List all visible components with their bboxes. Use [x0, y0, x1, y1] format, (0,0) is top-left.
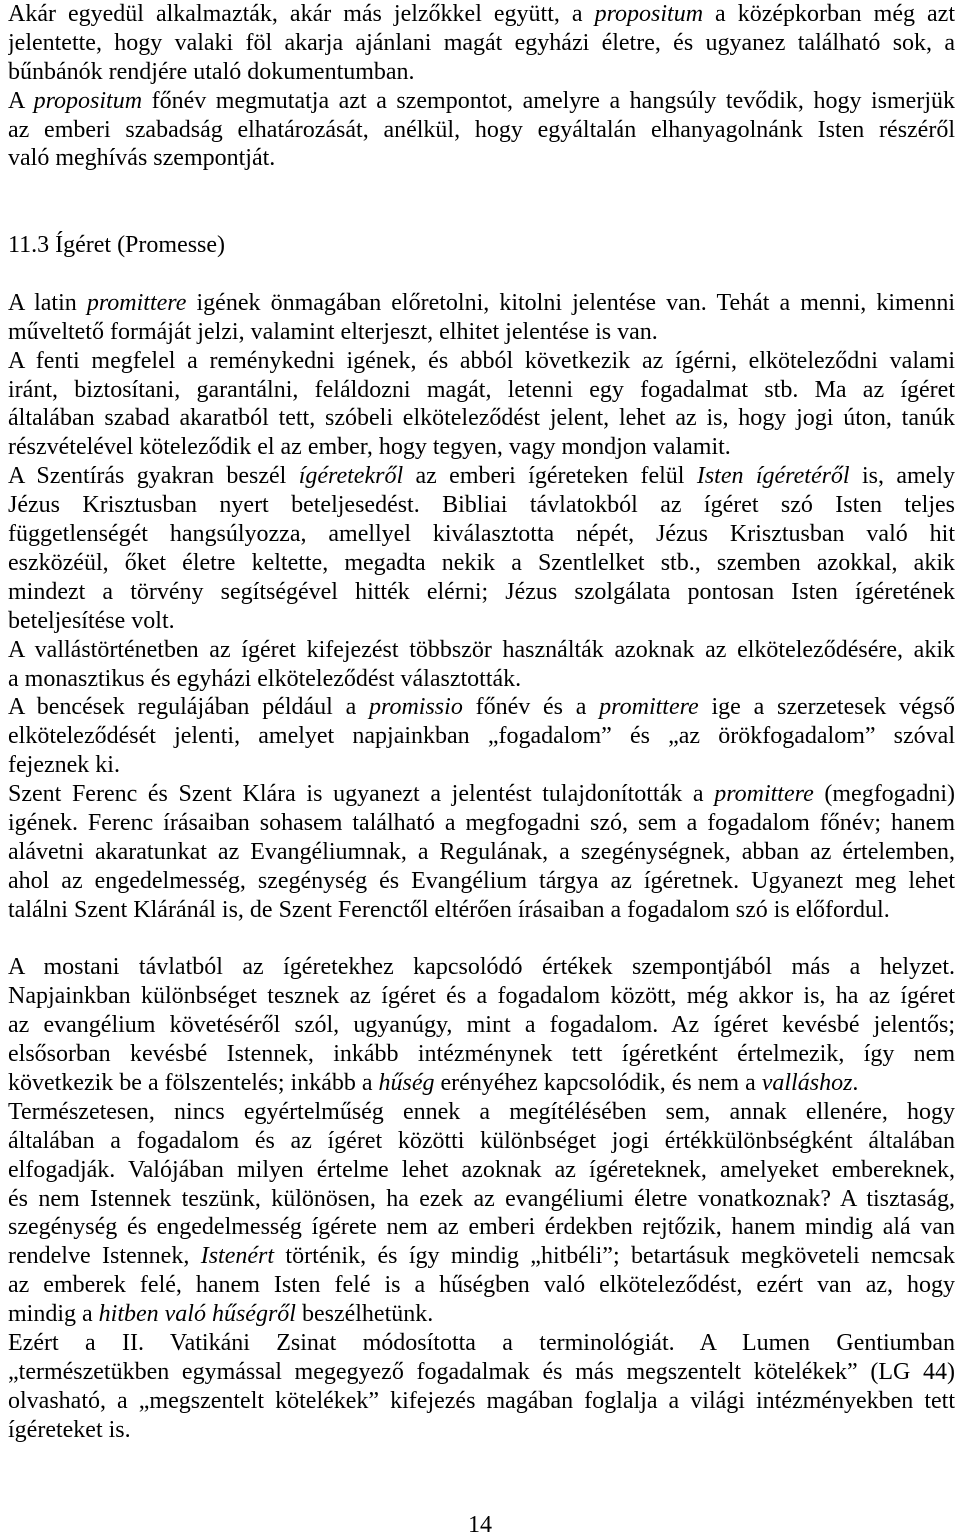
text-line [8, 1069, 955, 1098]
text-line [8, 1300, 955, 1329]
text-run: való meghívás szempontját. [8, 145, 276, 172]
italic-term: propositum [33, 87, 143, 114]
text-line [8, 1156, 955, 1185]
text-line [8, 953, 955, 982]
text-run: főnév és a [462, 694, 600, 721]
text-line [8, 376, 955, 405]
text-line [8, 838, 955, 867]
text-line [8, 462, 955, 491]
text-run: jelentette, hogy valaki föl akarja ajánlani magát egyházi életre, és ugyanez található sok, a [8, 29, 955, 56]
text-run: főnév megmutatja azt a szempontot, amelyre a hangsúly tevődik, hogy ismerjük [142, 87, 955, 114]
text-line [8, 1416, 955, 1445]
text-run: következik be a fölszentelés; inkább a [8, 1069, 379, 1096]
text-run: Ezért a II. Vatikáni Zsinat módosította a terminológiát. A Lumen Gentiumban [8, 1329, 955, 1356]
text-run: A vallástörténetben az ígéret kifejezést többször használták azoknak az elköteleződésére, akik [8, 636, 955, 663]
text-run: A bencések regulájában például a [8, 694, 370, 721]
text-line [8, 1387, 955, 1416]
text-run: általában szabad akaratból tett, szóbeli elköteleződést jelent, lehet az is, hogy jogi úton, tanúk [8, 405, 955, 432]
text-run: Szent Ferenc és Szent Klára is ugyanezt a jelentést tulajdonították a [8, 781, 715, 808]
italic-term: promittere [86, 289, 187, 316]
text-run: is, amely [849, 463, 955, 490]
paragraph [8, 87, 955, 174]
text-line [8, 693, 955, 722]
text-line [8, 87, 955, 116]
text-run: alávetni akaratunkat az Evangéliumnak, a Regulának, a szegénységnek, abban az értelemben, [8, 838, 955, 865]
italic-term: promittere [599, 694, 699, 721]
text-line [8, 1040, 955, 1069]
text-line [8, 1329, 955, 1358]
paragraph [8, 289, 955, 347]
text-line [8, 1358, 955, 1387]
text-line [8, 751, 955, 780]
text-line [8, 116, 955, 145]
italic-term: valláshoz [761, 1069, 853, 1096]
text-line [8, 1213, 955, 1242]
text-run: „természetükben egymással megegyező fogadalmak és más megszentelt kötelékek” (LG 44) [8, 1358, 955, 1385]
text-run: igének önmagában előretolni, kitolni jelentése van. Tehát a menni, kimenni [186, 289, 955, 316]
text-run: elsősorban kevésbé Istennek, inkább intézménynek tett ígéretként értelmezik, így nem [8, 1041, 955, 1068]
italic-term: Istenért [200, 1243, 275, 1270]
text-line [8, 1185, 955, 1214]
text-line [8, 0, 955, 29]
italic-term: propositum [594, 1, 704, 27]
text-run: . [852, 1069, 859, 1096]
section-heading: 11.3 Ígéret (Promesse) [8, 232, 226, 259]
text-run: és nem Istennek teszünk, különösen, ha ezek az evangéliumi életre vonatkoznak? A tisztaság, [8, 1185, 955, 1212]
text-run: bűnbánók rendjére utaló dokumentumban. [8, 58, 415, 85]
text-run: függetlenségét hangsúlyozza, amellyel kiválasztotta népét, Jézus Krisztusban való hit [8, 521, 955, 548]
text-run: A [8, 87, 34, 114]
italic-term: ígéretekről [298, 463, 404, 490]
text-line [8, 491, 955, 520]
text-line [8, 982, 955, 1011]
text-run: az emberi ígéreteken felül [403, 463, 697, 490]
text-run: Akár egyedül alkalmazták, akár más jelzőkkel együtt, a [8, 1, 595, 27]
text-run: ahol az engedelmesség, szegénység és Evangélium tárgya az ígéretnek. Ugyanezt meg lehet [8, 867, 955, 894]
italic-term: Isten ígéretéről [696, 463, 850, 490]
text-run: az evangélium követéséről szól, ugyanúgy, mint a fogadalom. Az ígéret kevésbé jelentős; [8, 1012, 955, 1039]
text-line [8, 318, 955, 347]
promesse-section [8, 289, 955, 925]
text-run: mindezt a törvény segítségével hitték elérni; Jézus szolgálata pontosan Isten ígéretének [8, 578, 955, 605]
text-line [8, 722, 955, 751]
text-line [8, 636, 955, 665]
paragraph [8, 0, 955, 87]
document-page [8, 0, 955, 1445]
paragraph [8, 953, 955, 1097]
text-run: igének. Ferenc írásaiban sohasem található a megfogadni szó, sem a fogadalom főnév; hanem [8, 809, 955, 836]
text-line [8, 1271, 955, 1300]
text-line [8, 1098, 955, 1127]
paragraph [8, 347, 955, 463]
text-run: erényéhez kapcsolódik, és nem a [434, 1069, 762, 1096]
text-line [8, 58, 955, 87]
italic-term: promissio [369, 694, 463, 721]
text-line [8, 433, 955, 462]
text-line [8, 578, 955, 607]
text-run: A Szentírás gyakran beszél [8, 463, 299, 490]
text-line [8, 809, 955, 838]
text-run: olvasható, a „megszentelt kötelékek” kifejezés magában foglalja a világi intézményekben tett [8, 1387, 955, 1414]
paragraph [8, 1329, 955, 1445]
paragraph [8, 462, 955, 635]
text-line [8, 607, 955, 636]
text-run: A latin [8, 289, 87, 316]
text-line [8, 665, 955, 694]
text-run: a középkorban még azt [703, 1, 955, 27]
italic-term: hitben való hűségről [98, 1301, 296, 1328]
paragraph [8, 636, 955, 694]
page-number: 14 [468, 1512, 492, 1538]
text-line [8, 896, 955, 925]
text-run: beteljesítése volt. [8, 607, 175, 634]
text-line [8, 867, 955, 896]
italic-term: hűség [378, 1069, 435, 1096]
text-run: részvételével köteleződik el az ember, hogy tegyen, vagy mondjon valamit. [8, 434, 731, 461]
text-line [8, 347, 955, 376]
text-run: beszélhetünk. [295, 1301, 434, 1328]
text-run: Jézus Krisztusban nyert beteljesedést. Bibliai távlatokból az ígéret szó Isten teljes [8, 492, 955, 519]
text-run: elfogadják. Valójában milyen értelme lehet azoknak az ígéreteknek, amelyeket embereknek, [8, 1156, 955, 1183]
text-run: az emberi szabadság elhatározását, anélkül, hogy egyáltalán elhanyagolnánk Isten részéről [8, 116, 955, 143]
text-run: fejeznek ki. [8, 752, 120, 779]
text-run: mindig a [8, 1301, 99, 1328]
text-line [8, 1127, 955, 1156]
text-run: elköteleződését jelenti, amelyet napjainkban „fogadalom” és „az örökfogadalom” szóval [8, 723, 955, 750]
text-run: általában a fogadalom és az ígéret közötti különbséget jogi értékkülönbségként általában [8, 1127, 955, 1154]
text-run: eszközéül, őket életre keltette, megadta nekik a Szentlelket stb., szemben azokkal, akik [8, 549, 955, 576]
text-run: szegénység és engedelmesség ígérete nem az emberi érdekben rejtőzik, hanem mindig alá van [8, 1214, 955, 1241]
text-line [8, 520, 955, 549]
text-run: a monasztikus és egyházi elköteleződést választották. [8, 665, 522, 692]
paragraph [8, 693, 955, 780]
text-line [8, 404, 955, 433]
text-run: ígéreteket is. [8, 1416, 131, 1443]
today-section [8, 953, 955, 1444]
text-run: találni Szent Kláránál is, de Szent Ferenctől eltérően írásaiban a fogadalom szó is előfordul. [8, 896, 890, 923]
text-run: Természetesen, nincs egyértelműség ennek a megítélésében sem, annak ellenére, hogy [8, 1098, 955, 1125]
italic-term: promittere [714, 781, 814, 808]
text-line [8, 1242, 955, 1271]
text-run: műveltető formáját jelzi, valamint elterjeszt, elhitet jelentése is van. [8, 318, 658, 345]
text-run: A fenti megfelel a reménykedni igének, és abból következik az ígérni, elköteleződni valami [8, 347, 955, 374]
text-run: az emberek felé, hanem Isten felé is a hűségben való elköteleződést, ezért van az, hogy [8, 1272, 955, 1299]
intro-section [8, 0, 955, 173]
text-line [8, 144, 955, 173]
text-line [8, 1011, 955, 1040]
text-run: Napjainkban különbséget tesznek az ígéret és a fogadalom között, még akkor is, ha az ígéret [8, 983, 955, 1010]
text-run: A mostani távlatból az ígéretekhez kapcsolódó értékek szempontjából más a helyzet. [8, 954, 955, 981]
text-line [8, 29, 955, 58]
text-line [8, 289, 955, 318]
text-line [8, 549, 955, 578]
text-run: rendelve Istennek, [8, 1243, 201, 1270]
text-run: ige a szerzetesek végső [698, 694, 955, 721]
text-run: iránt, biztosítani, garantálni, feláldozni magát, letenni egy fogadalmat stb. Ma az ígéret [8, 376, 955, 403]
text-line [8, 780, 955, 809]
paragraph [8, 1098, 955, 1329]
paragraph [8, 780, 955, 924]
text-run: (megfogadni) [813, 781, 955, 808]
text-run: történik, és így mindig „hitbéli”; betartásuk megköveteli nemcsak [274, 1243, 955, 1270]
